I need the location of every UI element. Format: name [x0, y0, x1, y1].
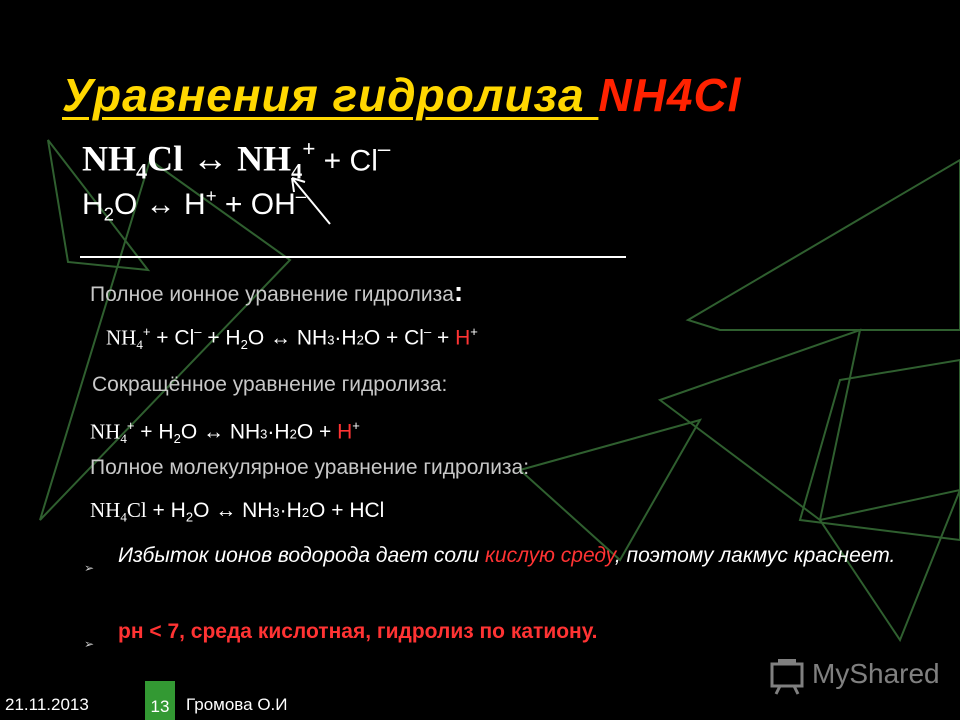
- bullet-arrow-icon: ➢: [84, 561, 95, 575]
- full-ionic-label: Полное ионное уравнение гидролиза:: [90, 276, 464, 307]
- separator-line: [80, 256, 626, 258]
- title-formula: NH4Cl: [598, 69, 742, 121]
- page-title: [62, 68, 741, 122]
- short-ionic-equation: $NH_4^+ + H_2O$ ↔ NH3·H2O + H+: [90, 418, 360, 446]
- bullet-arrow-icon: ➢: [84, 637, 95, 651]
- full-molecular-equation: $NH_4Cl + H_2O$ ↔ NH3·H2O + HCl: [90, 498, 385, 525]
- myshared-logo: [768, 656, 948, 696]
- logo-text: MyShared: [812, 658, 940, 689]
- bullet-conclusion-ph: ➢ рн < 7, среда кислотная, гидролиз по катиону.: [84, 614, 954, 650]
- bullet-conclusion-litmus: ➢ Избыток ионов водорода дает соли кислую среду, поэтому лакмус краснеет.: [84, 538, 954, 574]
- salt-dissociation-equation: $NH_4Cl$ ↔ $NH_4^+ + Cl^-$: [82, 136, 391, 184]
- water-dissociation-equation: $H_2O$ ↔ H+ + OH–: [82, 185, 307, 225]
- bg-polygon-right-mid: [800, 360, 960, 540]
- title-text: Уравнения гидролиза: [62, 69, 599, 121]
- bg-triangle-right: [660, 330, 860, 520]
- full-molecular-label: Полное молекулярное уравнение гидролиза:: [90, 456, 530, 479]
- presentation-icon: [768, 656, 808, 696]
- footer-date: 21.11.2013: [5, 695, 89, 714]
- bg-polygon-right-top: [688, 160, 960, 330]
- slide-number: 13: [145, 681, 175, 720]
- footer-author: Громова О.И: [186, 695, 288, 714]
- short-ionic-label: Сокращённое уравнение гидролиза:: [92, 373, 448, 396]
- full-ionic-equation: $NH_4^+ + Cl^- + H_2O$ ↔ NH3·H2O + Cl– + H+: [106, 324, 478, 352]
